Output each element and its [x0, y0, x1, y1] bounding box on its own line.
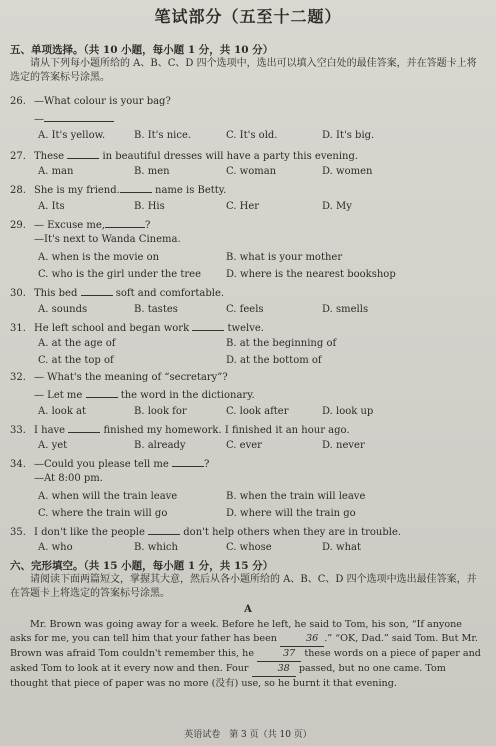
option-b: B. look for [134, 406, 187, 417]
answer-blank [44, 112, 114, 122]
question-stem: finished my homework. I finished it an hour ago. [103, 425, 350, 436]
question-number: 33. [10, 425, 26, 436]
option-b: B. at the beginning of [226, 338, 337, 349]
question-number: 35. [10, 527, 26, 538]
question-31 [10, 321, 264, 334]
section6-title: 六、完形填空。（共 15 小题，每小题 1 分，共 15 分） [10, 560, 274, 572]
question-34 [10, 457, 209, 470]
question-27 [10, 149, 358, 162]
option-a: A. sounds [38, 304, 88, 315]
option-b: B. when the train will leave [226, 491, 366, 502]
option-d: D. at the bottom of [226, 355, 322, 366]
passage-label: A [244, 604, 252, 615]
question-26 [10, 96, 171, 107]
option-a: A. when is the movie on [38, 252, 160, 263]
answer-blank [81, 286, 113, 296]
option-c: C. look after [226, 406, 289, 417]
passage-text: .” “OK, Dad.” said Tom. But Mr. Brown was afraid Tom couldn't remember this, he [10, 633, 478, 659]
question-stem: He left school and began work [34, 323, 190, 334]
option-b: B. tastes [134, 304, 178, 315]
question-number: 26. [10, 96, 26, 107]
option-d: D. where is the nearest bookshop [226, 269, 396, 280]
question-29 [10, 218, 150, 231]
question-stem: This bed [34, 288, 78, 299]
passage-text: passed, but no one came. Tom thought that piece of paper was no more (没有) use, so he burnt it that evening. [10, 663, 446, 689]
question-35 [10, 525, 401, 538]
option-c: C. who is the girl under the tree [38, 269, 202, 280]
answer-blank [67, 149, 99, 159]
question-number: 28. [10, 185, 26, 196]
question-28 [10, 183, 226, 196]
option-c: C. whose [226, 542, 272, 553]
option-a: A. Its [38, 201, 65, 212]
answer-blank [86, 388, 118, 398]
option-b: B. what is your mother [226, 252, 343, 263]
option-c: C. feels [226, 304, 264, 315]
section5-title: 五、单项选择。（共 10 小题，每小题 1 分，共 10 分） [10, 44, 274, 56]
option-d: D. look up [322, 406, 374, 417]
question-number: 32. [10, 372, 26, 383]
question-30 [10, 286, 224, 299]
question-number: 30. [10, 288, 26, 299]
option-c: C. at the top of [38, 355, 114, 366]
question-33 [10, 423, 350, 436]
section6-instruction: 请阅读下面两篇短文，掌握其大意，然后从各小题所给的 A、B、C、D 四个选项中选出最佳答案，并在答题卡上将选定的答案标号涂黑。 [10, 574, 477, 599]
question-number: 29. [10, 220, 26, 231]
passage-text: these words on a piece of paper and asked Tom to look at it every now and then. [10, 648, 481, 674]
question-stem: in beautiful dresses will have a party this evening. [102, 151, 359, 162]
option-c: C. where the train will go [38, 508, 168, 519]
option-b: B. His [134, 201, 165, 212]
question-stem: don't help others when they are in trouble. [183, 527, 402, 538]
question-stem: the word in the dictionary. [120, 390, 255, 401]
option-a: A. who [38, 542, 73, 553]
option-d: D. smells [322, 304, 369, 315]
passage-text: Mr. Brown was going away for a week. Before he left, he said to Tom, his son, “If anyone asks for me, you can tell him that your father has been [10, 619, 462, 644]
question-stem: She is my friend. [34, 185, 120, 196]
option-b: B. which [134, 542, 178, 553]
blank-37: 37 [257, 647, 301, 662]
answer-blank [105, 218, 145, 228]
question-32-reply [34, 388, 255, 401]
option-a: A. look at [38, 406, 87, 417]
option-a: A. man [38, 166, 74, 177]
page-title: 笔试部分（五至十二题） [154, 7, 342, 26]
option-d: D. My [322, 201, 352, 212]
question-29-reply: —It's next to Wanda Cinema. [34, 234, 181, 245]
question-number: 31. [10, 323, 26, 334]
passage-a [10, 618, 482, 691]
question-stem: ? [204, 459, 210, 470]
blank-38: 38 [252, 662, 296, 677]
option-c: C. Her [226, 201, 260, 212]
question-26-reply [34, 112, 114, 125]
answer-blank [120, 183, 152, 193]
answer-blank [148, 525, 180, 535]
answer-blank [192, 321, 224, 331]
question-stem: I don't like the people [34, 527, 145, 538]
option-d: D. what [322, 542, 361, 553]
option-b: B. men [134, 166, 170, 177]
question-32 [10, 372, 228, 383]
question-stem: — Excuse me, [34, 220, 105, 231]
question-stem: — What's the meaning of “secretary”? [34, 372, 228, 383]
question-stem: twelve. [227, 323, 264, 334]
option-d: D. where will the train go [226, 508, 356, 519]
option-c: C. ever [226, 440, 262, 451]
option-a: A. at the age of [38, 338, 116, 349]
answer-blank [68, 423, 100, 433]
option-a: A. when will the train leave [38, 491, 178, 502]
question-stem: name is Betty. [155, 185, 227, 196]
question-stem: I have [34, 425, 66, 436]
blank-36: 36 [280, 632, 324, 647]
option-b: B. already [134, 440, 186, 451]
question-number: 34. [10, 459, 26, 470]
question-stem: These [34, 151, 65, 162]
question-number: 27. [10, 151, 26, 162]
option-a: A. yet [38, 440, 68, 451]
passage-text: Four [225, 663, 249, 674]
option-c: C. woman [226, 166, 277, 177]
question-stem: soft and comfortable. [115, 288, 225, 299]
option-c: C. It's old. [226, 130, 278, 141]
page-footer: 英语试卷 第 3 页（共 10 页） [184, 730, 312, 740]
question-stem: —Could you please tell me [34, 459, 169, 470]
question-stem: —What colour is your bag? [34, 96, 171, 107]
question-stem: — Let me [34, 390, 83, 401]
question-34-reply: —At 8:00 pm. [34, 473, 103, 484]
option-a: A. It's yellow. [38, 130, 106, 141]
section5-instruction: 请从下列每小题所给的 A、B、C、D 四个选项中，选出可以填入空白处的最佳答案，并在答题卡上将选定的答案标号涂黑。 [10, 58, 477, 83]
option-d: D. never [322, 440, 365, 451]
option-b: B. It's nice. [134, 130, 192, 141]
question-stem: ? [144, 220, 151, 231]
answer-blank [172, 457, 204, 467]
option-d: D. women [322, 166, 373, 177]
option-d: D. It's big. [322, 130, 375, 141]
question-stem: — [34, 114, 44, 125]
